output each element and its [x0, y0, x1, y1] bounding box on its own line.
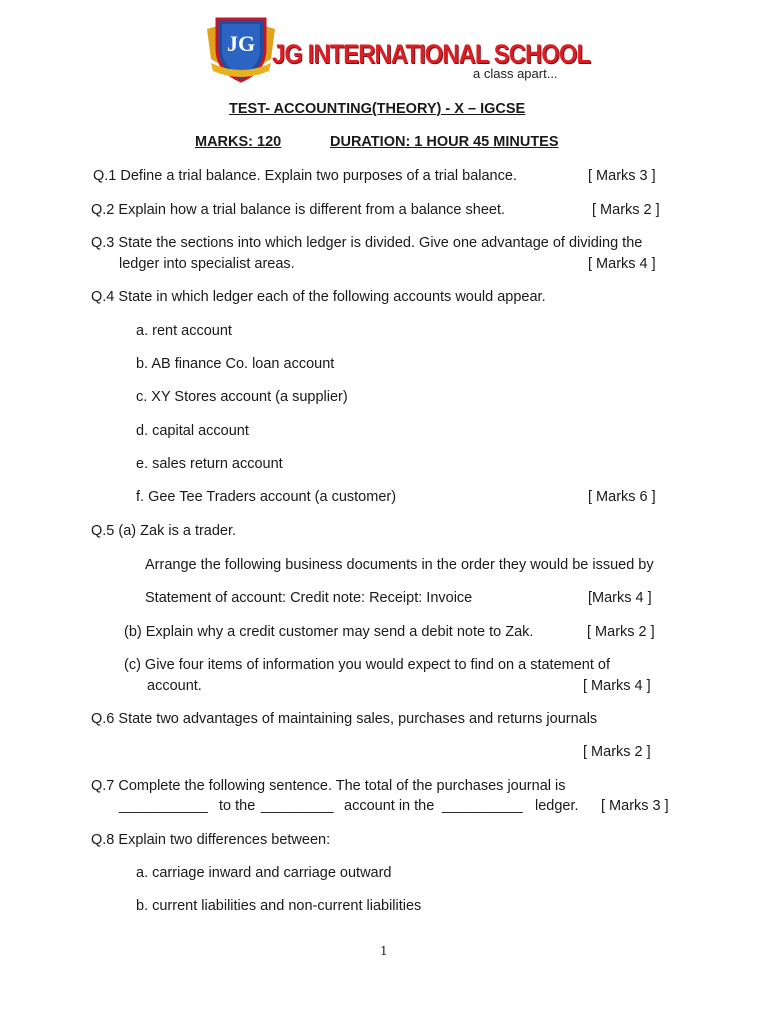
test-duration: DURATION: 1 HOUR 45 MINUTES — [330, 134, 559, 150]
question-8-text: Q.8 Explain two differences between: — [91, 832, 331, 848]
question-3-line-2: ledger into specialist areas. — [119, 256, 295, 272]
svg-text:JG: JG — [226, 31, 256, 56]
question-3-marks: [ Marks 4 ] — [588, 256, 656, 272]
question-5a-marks: [Marks 4 ] — [588, 590, 652, 606]
question-5c-marks: [ Marks 4 ] — [583, 678, 651, 694]
question-7-text-account-in-the: account in the — [344, 798, 435, 814]
answer-blank-1: ___________ — [119, 798, 208, 814]
question-6-marks: [ Marks 2 ] — [583, 744, 651, 760]
question-7-marks: [ Marks 3 ] — [601, 798, 669, 814]
school-name: JG INTERNATIONAL SCHOOL — [272, 39, 591, 69]
school-crest-logo — [205, 15, 277, 83]
question-2-marks: [ Marks 2 ] — [592, 202, 660, 218]
question-7-line-1: Q.7 Complete the following sentence. The total of the purchases journal is — [91, 778, 566, 794]
question-4-item: e. sales return account — [136, 456, 283, 472]
question-5b-text: (b) Explain why a credit customer may send a debit note to Zak. — [124, 624, 534, 640]
question-7-text-ledger: ledger. — [535, 798, 579, 814]
question-8-item: a. carriage inward and carriage outward — [136, 865, 392, 881]
question-1-text: Q.1 Define a trial balance. Explain two purposes of a trial balance. — [93, 168, 517, 184]
question-5a-line-1: Arrange the following business documents in the order they would be issued by — [145, 557, 654, 573]
question-6-text: Q.6 State two advantages of maintaining sales, purchases and returns journals — [91, 711, 598, 727]
school-tagline: a class apart... — [473, 66, 558, 81]
question-4-item: b. AB finance Co. loan account — [136, 356, 335, 372]
question-4-item: c. XY Stores account (a supplier) — [136, 389, 348, 405]
page-number: 1 — [380, 944, 388, 958]
question-4-item: f. Gee Tee Traders account (a customer) — [136, 489, 397, 505]
question-5c-line-2: account. — [147, 678, 202, 694]
question-4-item: a. rent account — [136, 323, 232, 339]
test-title: TEST- ACCOUNTING(THEORY) - X – IGCSE — [229, 101, 526, 117]
question-3-line-1: Q.3 State the sections into which ledger is divided. Give one advantage of dividing the — [91, 235, 643, 251]
question-4-text: Q.4 State in which ledger each of the following accounts would appear. — [91, 289, 546, 305]
question-7-text-to-the: to the — [219, 798, 256, 814]
question-8-item: b. current liabilities and non-current liabilities — [136, 898, 422, 914]
question-4-item: d. capital account — [136, 423, 249, 439]
total-marks: MARKS: 120 — [195, 134, 282, 150]
question-1-marks: [ Marks 3 ] — [588, 168, 656, 184]
question-5b-marks: [ Marks 2 ] — [587, 624, 655, 640]
question-5c-line-1: (c) Give four items of information you would expect to find on a statement of — [124, 657, 610, 673]
question-5-label: Q.5 (a) Zak is a trader. — [91, 523, 237, 539]
question-5a-line-2: Statement of account: Credit note: Receipt: Invoice — [145, 590, 473, 606]
question-2-text: Q.2 Explain how a trial balance is different from a balance sheet. — [91, 202, 506, 218]
question-4-marks: [ Marks 6 ] — [588, 489, 656, 505]
answer-blank-3: __________ — [442, 798, 523, 814]
answer-blank-2: _________ — [261, 798, 334, 814]
